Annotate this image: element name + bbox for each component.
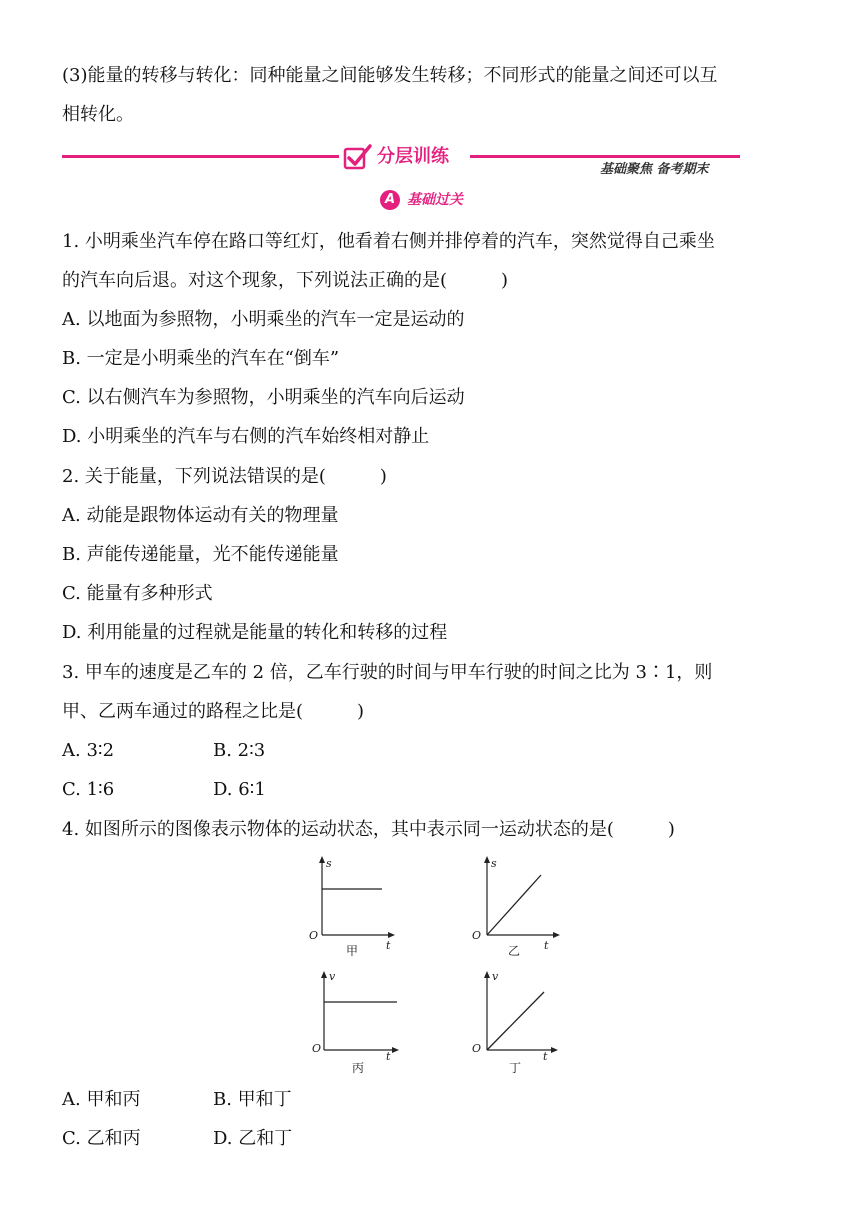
x-axis-arrow-icon	[388, 932, 395, 938]
q4-option-d: D. 乙和丁	[213, 1128, 293, 1149]
graph-yi	[465, 853, 565, 963]
y-axis-arrow-icon	[319, 856, 325, 863]
origin-label: O	[472, 1042, 482, 1055]
graph-caption: 乙	[508, 944, 521, 958]
section-title: 分层训练	[377, 146, 449, 167]
y-axis-arrow-icon	[484, 856, 490, 863]
q2-option-d: D. 利用能量的过程就是能量的转化和转移的过程	[62, 622, 448, 643]
q1-stem-line-2: 的汽车向后退。对这个现象，下列说法正确的是( )	[62, 270, 509, 291]
y-axis-label: s	[491, 857, 497, 870]
q4-option-c: C. 乙和丙	[62, 1128, 141, 1149]
q4-stem: 4. 如图所示的图像表示物体的运动状态，其中表示同一运动状态的是( )	[62, 819, 675, 840]
q4-option-b: B. 甲和丁	[213, 1089, 292, 1110]
level-title: 基础过关	[407, 192, 463, 208]
y-axis-label: v	[492, 970, 499, 983]
x-axis-arrow-icon	[392, 1047, 399, 1053]
intro-line-2: 相转化。	[62, 104, 134, 125]
y-axis-label: s	[326, 857, 332, 870]
intro-line-1: (3)能量的转移与转化：同种能量之间能够发生转移；不同形式的能量之间还可以互	[62, 65, 718, 86]
graph-caption: 甲	[346, 944, 359, 958]
graph-bing	[302, 968, 407, 1080]
graph-line	[487, 875, 541, 935]
y-axis-arrow-icon	[484, 971, 490, 978]
q1-option-b: B. 一定是小明乘坐的汽车在“倒车”	[62, 348, 340, 369]
q1-stem-line-1: 1. 小明乘坐汽车停在路口等红灯，他看着右侧并排停着的汽车，突然觉得自己乘坐	[62, 231, 715, 252]
level-badge: A	[380, 190, 400, 210]
q3-option-d: D. 6∶1	[213, 779, 266, 800]
section-subtitle: 基础聚焦 备考期末	[600, 162, 709, 177]
graph-ding	[465, 968, 565, 1080]
origin-label: O	[309, 929, 319, 942]
banner-rule-left	[62, 155, 339, 158]
graph-jia	[300, 853, 400, 963]
graph-caption: 丁	[509, 1061, 522, 1075]
q1-option-d: D. 小明乘坐的汽车与右侧的汽车始终相对静止	[62, 426, 430, 447]
y-axis-arrow-icon	[321, 971, 327, 978]
q1-option-a: A. 以地面为参照物，小明乘坐的汽车一定是运动的	[62, 309, 465, 330]
q3-option-a: A. 3∶2	[62, 740, 115, 761]
q2-stem: 2. 关于能量，下列说法错误的是( )	[62, 466, 387, 487]
x-axis-arrow-icon	[551, 1047, 558, 1053]
q2-option-b: B. 声能传递能量，光不能传递能量	[62, 544, 339, 565]
x-axis-label: t	[544, 939, 549, 952]
q3-option-b: B. 2∶3	[213, 740, 266, 761]
origin-label: O	[312, 1042, 322, 1055]
x-axis-arrow-icon	[553, 932, 560, 938]
x-axis-label: t	[386, 939, 391, 952]
banner-rule-right	[470, 155, 740, 158]
checkbox-check-icon	[343, 143, 373, 171]
y-axis-label: v	[329, 970, 336, 983]
x-axis-label: t	[386, 1050, 391, 1063]
q4-option-a: A. 甲和丙	[62, 1089, 141, 1110]
q3-stem-line-1: 3. 甲车的速度是乙车的 2 倍，乙车行驶的时间与甲车行驶的时间之比为 3∶1，则	[62, 662, 713, 683]
graph-caption: 丙	[352, 1061, 365, 1075]
q2-option-c: C. 能量有多种形式	[62, 583, 213, 604]
graph-line	[487, 992, 544, 1050]
x-axis-label: t	[543, 1050, 548, 1063]
q1-option-c: C. 以右侧汽车为参照物，小明乘坐的汽车向后运动	[62, 387, 465, 408]
q2-option-a: A. 动能是跟物体运动有关的物理量	[62, 505, 339, 526]
q3-option-c: C. 1∶6	[62, 779, 115, 800]
origin-label: O	[472, 929, 482, 942]
q3-stem-line-2: 甲、乙两车通过的路程之比是( )	[62, 701, 365, 722]
